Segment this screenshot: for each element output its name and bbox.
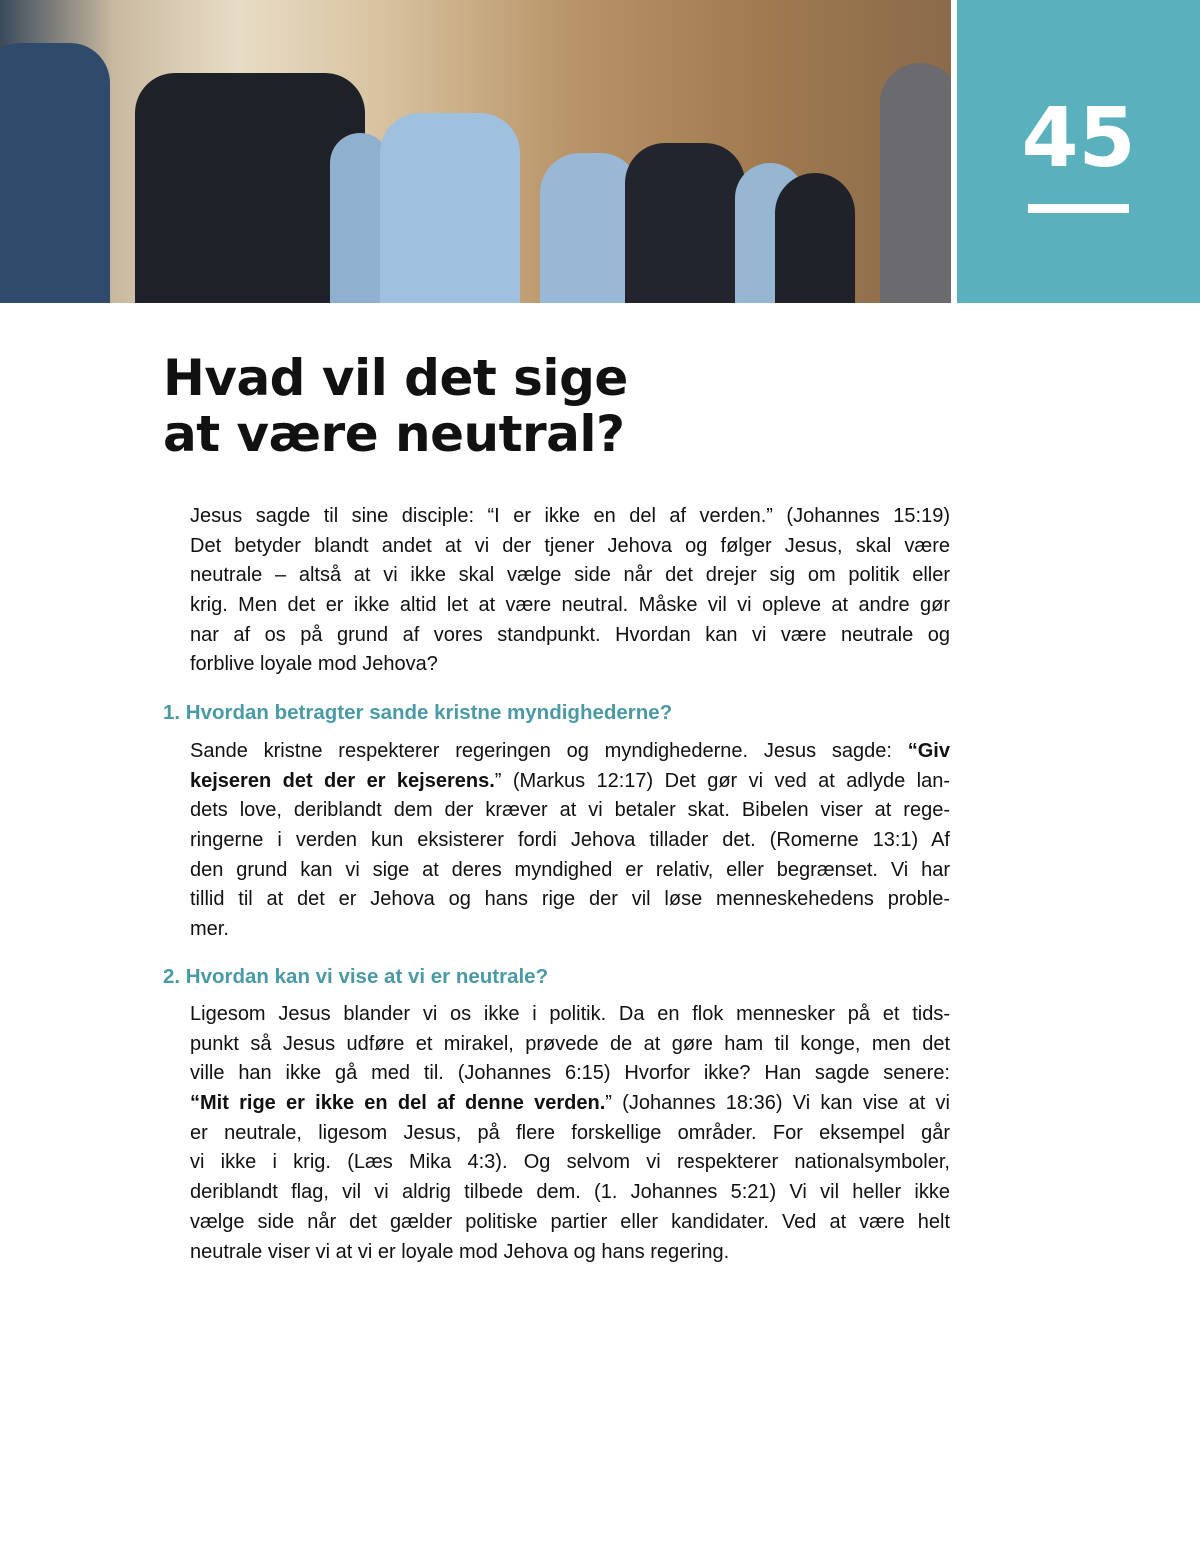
text-segment: forblive loyale mod Jehova? [190, 653, 438, 676]
lesson-number-underline [1028, 204, 1129, 213]
page-title-line: at være neutral? [163, 405, 625, 463]
text-segment: Ligesom Jesus blander vi os ikke i politik. Da en flok mennesker på et tids- [190, 1003, 950, 1025]
text-line [190, 1238, 950, 1268]
text-line [190, 1208, 950, 1238]
text-segment: dets love, deriblandt dem der kræver at vi betaler skat. Bibelen viser at rege- [190, 799, 950, 822]
question-heading: 1. Hvordan betragter sande kristne myndighederne? [163, 701, 673, 724]
text-segment: Sande kristne respekterer regeringen og myndighederne. Jesus sagde: [190, 740, 908, 762]
text-segment: tillid til at det er Jehova og hans rige der vil løse menneskehedens proble- [190, 888, 950, 911]
intro-paragraph [190, 502, 950, 680]
bold-quote: kejseren det der er kejserens. [190, 769, 495, 792]
header-photo-students-standing [0, 0, 951, 303]
text-segment: ringerne i verden kun eksisterer fordi Jehova tillader det. (Romerne 13:1) Af [190, 829, 950, 852]
text-line [190, 650, 950, 680]
text-segment: nar af os på grund af vores standpunkt. Hvordan kan vi være neutrale og [190, 623, 950, 646]
text-line [190, 885, 950, 915]
text-line [190, 621, 950, 651]
question-heading: 2. Hvordan kan vi vise at vi er neutrale? [163, 965, 549, 988]
text-segment: deriblandt flag, vil vi aldrig tilbede dem. (1. Johannes 5:21) Vi vil heller ikke [190, 1181, 950, 1204]
text-segment: krig. Men det er ikke altid let at være neutral. Måske vil vi opleve at andre gør [190, 594, 950, 617]
bold-quote: “Giv [907, 740, 950, 762]
text-line [190, 856, 950, 886]
text-line [190, 826, 950, 856]
text-line [190, 1089, 950, 1119]
lesson-number: 45 [1021, 91, 1136, 186]
text-line [190, 591, 950, 621]
text-segment: ” (Johannes 18:36) Vi kan vise at vi [605, 1092, 950, 1115]
text-segment: Jesus sagde til sine disciple: “I er ikke en del af verden.” (Johannes 15:19) [190, 505, 950, 527]
text-line [190, 737, 950, 767]
answer-paragraph [190, 737, 950, 945]
text-segment: den grund kan vi sige at deres myndighed er relativ, eller begrænset. Vi har [190, 858, 950, 881]
text-segment: Det betyder blandt andet at vi der tjener Jehova og følger Jesus, skal være [190, 534, 950, 557]
text-line [190, 796, 950, 826]
page-title-line: Hvad vil det sige [163, 349, 628, 407]
text-line [190, 1119, 950, 1149]
answer-paragraph [190, 1000, 950, 1267]
text-line [190, 1148, 950, 1178]
text-segment: mer. [190, 918, 229, 941]
text-segment: vælge side når det gælder politiske partier eller kandidater. Ved at være helt [190, 1210, 950, 1233]
page-title [163, 350, 628, 462]
text-line [190, 1178, 950, 1208]
text-line [190, 561, 950, 591]
bold-quote: “Mit rige er ikke en del af denne verden. [190, 1092, 606, 1115]
text-segment: neutrale – altså at vi ikke skal vælge side når det drejer sig om politik eller [190, 564, 950, 587]
text-segment: ” (Markus 12:17) Det gør vi ved at adlyde lan- [494, 769, 950, 792]
text-segment: neutrale viser vi at vi er loyale mod Jehova og hans regering. [190, 1240, 730, 1263]
text-segment: ville han ikke gå med til. (Johannes 6:15) Hvorfor ikke? Han sagde senere: [190, 1062, 950, 1085]
text-line [190, 502, 950, 532]
lesson-number-badge [957, 0, 1200, 303]
text-line [190, 1059, 950, 1089]
text-line [190, 532, 950, 562]
text-line [190, 1000, 950, 1030]
text-line [190, 767, 950, 797]
text-segment: er neutrale, ligesom Jesus, på flere forskellige områder. For eksempel går [190, 1121, 950, 1144]
text-segment: vi ikke i krig. (Læs Mika 4:3). Og selvom vi respekterer nationalsymboler, [190, 1151, 950, 1174]
text-line [190, 915, 950, 945]
text-line [190, 1030, 950, 1060]
text-segment: punkt så Jesus udføre et mirakel, prøvede de at gøre ham til konge, men det [190, 1032, 950, 1055]
